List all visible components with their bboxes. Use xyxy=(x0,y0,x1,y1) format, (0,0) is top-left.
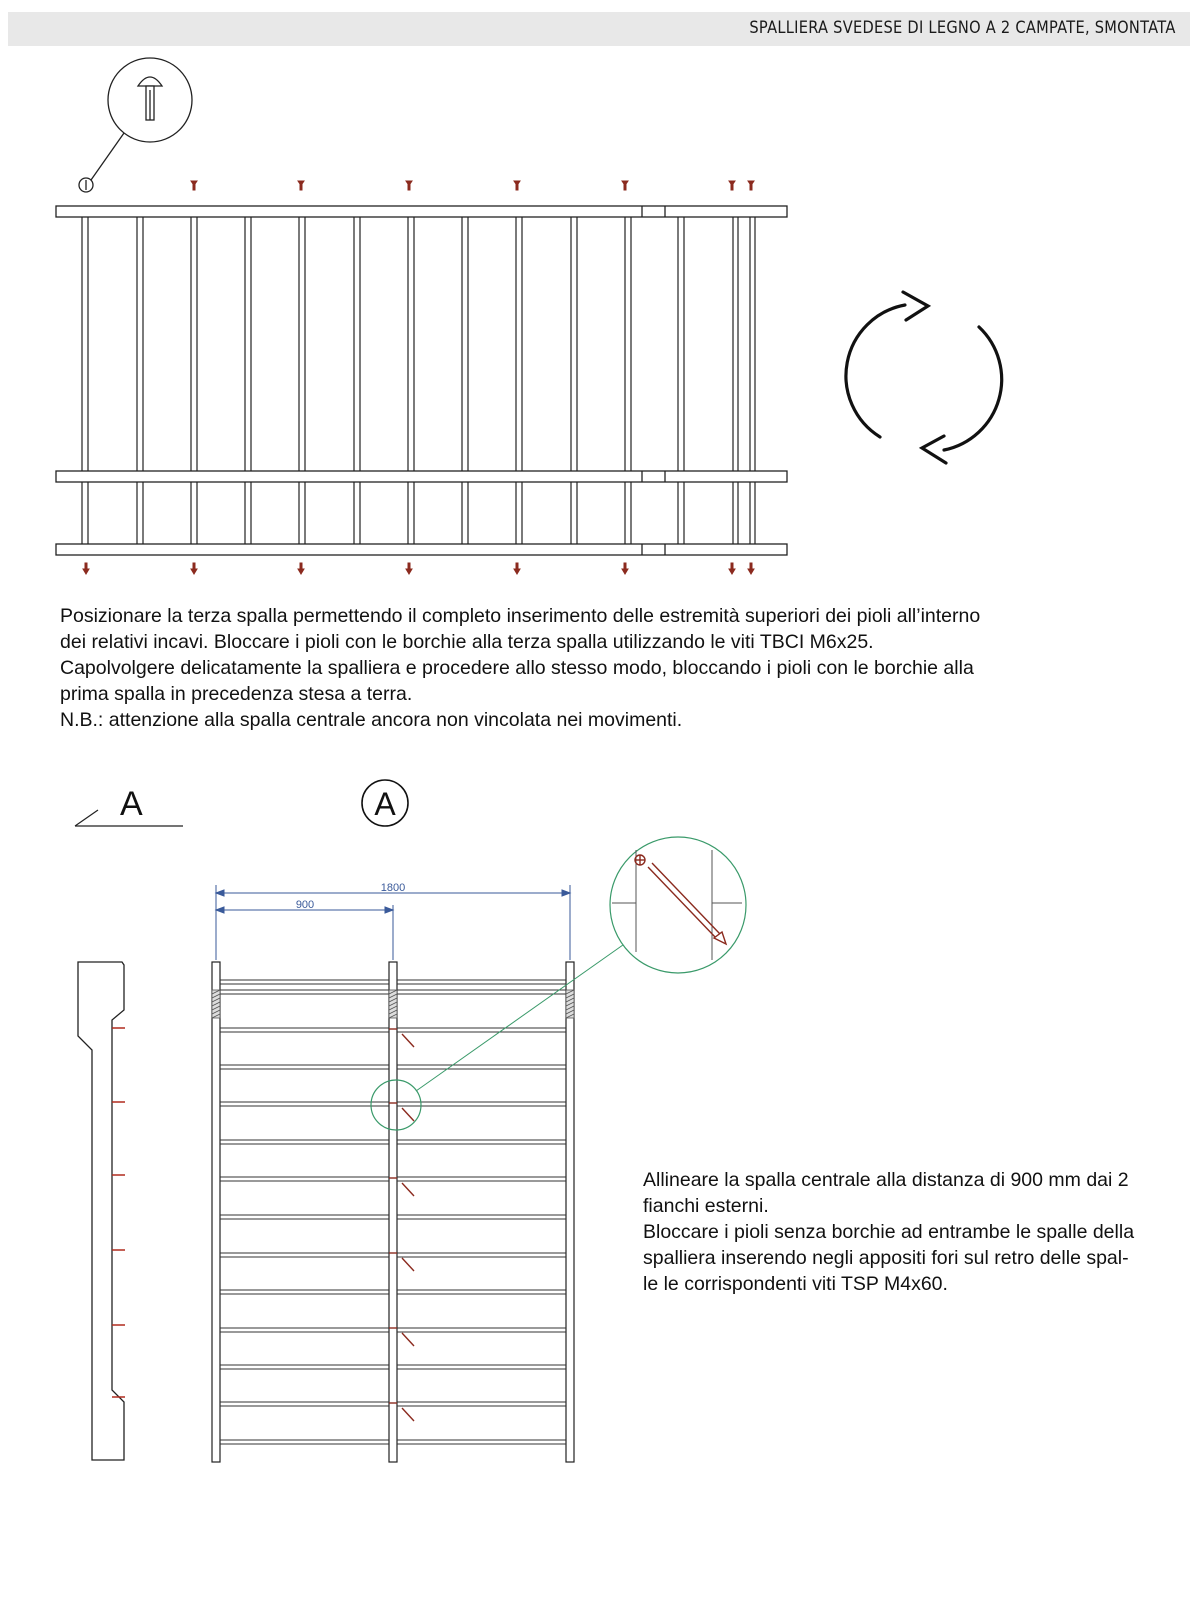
step2-line: Bloccare i pioli senza borchie ad entrambe le spalle della xyxy=(643,1221,1135,1243)
screw-mark xyxy=(514,563,520,574)
screw-mark xyxy=(406,563,412,574)
detail-label-text: A xyxy=(374,786,396,822)
screws-bottom xyxy=(83,563,754,574)
screw-mark xyxy=(191,181,197,190)
hatch-line xyxy=(389,998,397,1002)
hatch-line xyxy=(212,990,220,994)
hatch-line xyxy=(566,1014,574,1018)
screw-mark xyxy=(298,181,304,190)
diagonal-screw xyxy=(402,1408,414,1421)
upper-side-bar xyxy=(56,206,787,217)
hatch-line xyxy=(389,1010,397,1014)
page-title: SPALLIERA SVEDESE DI LEGNO A 2 CAMPATE, SMONTATA xyxy=(749,18,1176,38)
hatch-line xyxy=(212,1014,220,1018)
screws-top xyxy=(191,181,754,190)
diagonal-screw xyxy=(402,1034,414,1047)
diagonal-screw xyxy=(402,1108,414,1121)
lower-side-bar xyxy=(56,544,787,555)
step2-line: le le corrispondenti viti TSP M4x60. xyxy=(643,1273,948,1295)
hatch-line xyxy=(566,990,574,994)
screw-mark xyxy=(406,181,412,190)
step1-line: prima spalla in precedenza stesa a terra. xyxy=(60,683,413,705)
hatched-joints xyxy=(212,990,574,1018)
bolt-detail-callout xyxy=(79,58,192,192)
profile-screw-marks xyxy=(112,1028,125,1397)
screw-mark xyxy=(191,563,197,574)
step1-line: dei relativi incavi. Bloccare i pioli con le borchie alla terza spalla utilizzando le viti TBCI M6x25. xyxy=(60,631,874,653)
rungs xyxy=(82,217,755,544)
front-rungs xyxy=(220,980,566,1444)
hatch-line xyxy=(389,1006,397,1010)
screw-mark xyxy=(622,181,628,190)
diagonal-screw xyxy=(402,1258,414,1271)
post xyxy=(566,962,574,1462)
step1-line: Capolvolgere delicatamente la spalliera e procedere allo stesso modo, bloccando i pioli con le borchie alla xyxy=(60,657,974,679)
dimension-lines xyxy=(216,885,570,960)
screw-mark xyxy=(729,563,735,574)
hatch-line xyxy=(212,998,220,1002)
post xyxy=(212,962,220,1462)
diagonal-screws xyxy=(389,1029,414,1421)
screw-mark xyxy=(729,181,735,190)
hatch-line xyxy=(566,1002,574,1006)
hatch-box xyxy=(566,990,574,1018)
diagonal-screw xyxy=(402,1333,414,1346)
hatch-line xyxy=(566,1010,574,1014)
screw-mark xyxy=(514,181,520,190)
dimension-total: 1800 xyxy=(380,882,406,894)
step2-line: fianchi esterni. xyxy=(643,1195,769,1217)
hatch-box xyxy=(212,990,220,1018)
dimension-half: 900 xyxy=(295,899,315,911)
hatch-line xyxy=(389,990,397,994)
screw-mark xyxy=(622,563,628,574)
screw-mark xyxy=(298,563,304,574)
hatch-line xyxy=(389,994,397,998)
hatch-line xyxy=(212,1006,220,1010)
side-profile xyxy=(78,962,124,1460)
hatch-line xyxy=(389,1014,397,1018)
screw-mark xyxy=(748,563,754,574)
step1-line: N.B.: attenzione alla spalla centrale ancora non vincolata nei movimenti. xyxy=(60,709,683,731)
detail-label-circle xyxy=(362,780,408,826)
detail-target-circle xyxy=(371,1080,421,1130)
step1-line: Posizionare la terza spalla permettendo il completo inserimento delle estremità superiori dei pioli all’interno xyxy=(60,605,981,627)
hatch-line xyxy=(212,1002,220,1006)
middle-side-bar xyxy=(56,471,787,482)
section-label-text: A xyxy=(120,785,143,823)
step1-instructions xyxy=(60,603,980,733)
posts xyxy=(212,962,574,1462)
hatch-line xyxy=(212,1010,220,1014)
rotate-icon xyxy=(846,292,1002,463)
section-label-a xyxy=(75,810,183,826)
top-assembly-drawing xyxy=(0,0,1200,600)
hatch-line xyxy=(566,1006,574,1010)
hatch-line xyxy=(566,998,574,1002)
step2-line: Allineare la spalla centrale alla distanza di 900 mm dai 2 xyxy=(643,1169,1129,1191)
hatch-line xyxy=(212,994,220,998)
step2-line: spalliera inserendo negli appositi fori sul retro delle spal- xyxy=(643,1247,1129,1269)
screw-mark xyxy=(83,563,89,574)
screw-detail-zoom xyxy=(610,837,746,973)
diagonal-screw xyxy=(402,1183,414,1196)
hatch-box xyxy=(389,990,397,1018)
hatch-line xyxy=(389,1002,397,1006)
step2-instructions xyxy=(643,1167,1134,1297)
post xyxy=(389,962,397,1462)
hatch-line xyxy=(566,994,574,998)
screw-mark xyxy=(748,181,754,190)
